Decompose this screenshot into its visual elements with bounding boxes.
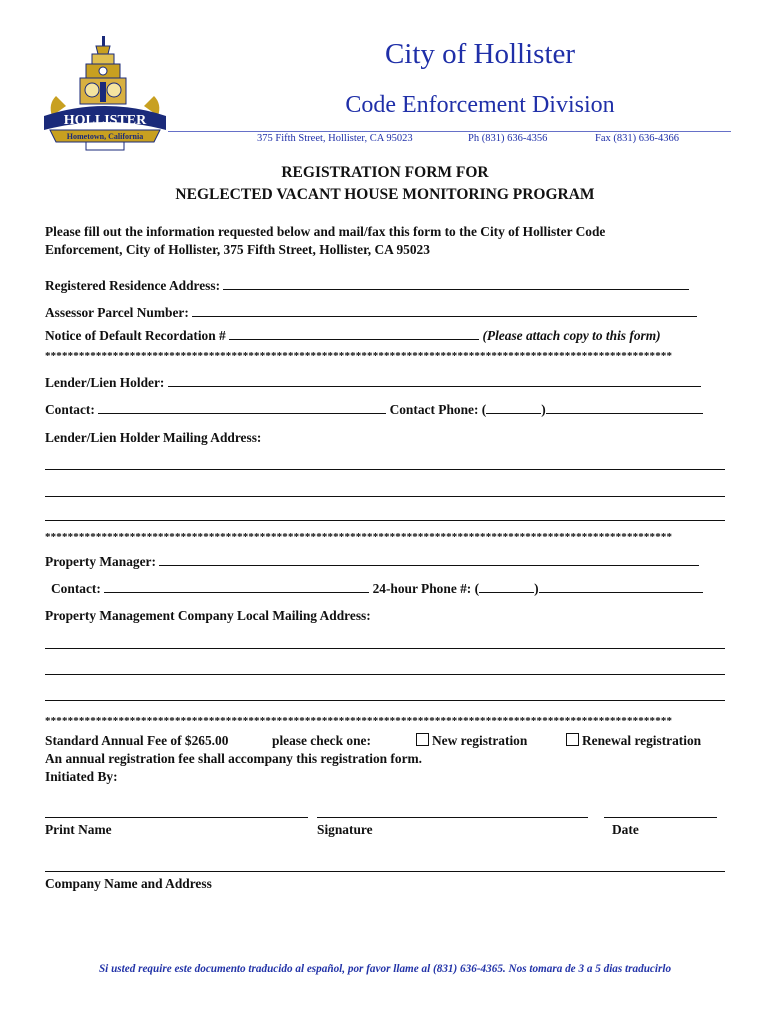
lender-mailing-line-3[interactable] bbox=[45, 520, 725, 521]
property-manager-row bbox=[45, 553, 699, 570]
contact-phone-label: Contact Phone: ( bbox=[389, 402, 487, 417]
fee-note: An annual registration fee shall accompany this registration form. bbox=[45, 751, 423, 766]
contact-paren-close: ) bbox=[541, 402, 546, 417]
office-address: 375 Fifth Street, Hollister, CA 95023 bbox=[257, 133, 413, 144]
parcel-label: Assessor Parcel Number: bbox=[45, 305, 189, 320]
parcel-field[interactable] bbox=[192, 304, 697, 317]
date-label: Date bbox=[612, 822, 639, 837]
date-line[interactable] bbox=[604, 817, 717, 818]
pm-contact-label: Contact: bbox=[51, 581, 101, 596]
phone24-area-code-field[interactable] bbox=[479, 580, 534, 593]
contact-field[interactable] bbox=[98, 401, 386, 414]
company-line[interactable] bbox=[45, 871, 725, 872]
contact-phone-field[interactable] bbox=[546, 401, 703, 414]
spanish-translation-note: Si usted require este documento traducido al español, por favor llame al (831) 636-4365. Nos tomara de 3 a 5 dias traducirlo bbox=[98, 963, 672, 975]
phone24-label: 24-hour Phone #: ( bbox=[372, 581, 480, 596]
property-manager-label: Property Manager: bbox=[45, 554, 156, 569]
phone24-field[interactable] bbox=[539, 580, 703, 593]
city-title: City of Hollister bbox=[384, 38, 576, 70]
property-manager-field[interactable] bbox=[159, 553, 699, 566]
pm-contact-field[interactable] bbox=[104, 580, 369, 593]
signature-label: Signature bbox=[317, 822, 373, 837]
contact-label: Contact: bbox=[45, 402, 95, 417]
registered-address-row bbox=[45, 277, 689, 294]
separator-3: *************************************************************************************************************** bbox=[45, 716, 673, 726]
renewal-registration-option[interactable] bbox=[566, 732, 701, 749]
fee-label: Standard Annual Fee of $265.00 bbox=[45, 733, 229, 748]
office-fax: Fax (831) 636-4366 bbox=[595, 133, 679, 144]
lender-label: Lender/Lien Holder: bbox=[45, 375, 165, 390]
default-note: (Please attach copy to this form) bbox=[482, 328, 661, 343]
pm-mailing-label: Property Management Company Local Mailing Address: bbox=[45, 608, 371, 623]
registered-address-field[interactable] bbox=[223, 277, 689, 290]
city-seal-logo bbox=[42, 34, 168, 152]
lender-mailing-line-1[interactable] bbox=[45, 469, 725, 470]
default-field[interactable] bbox=[229, 327, 479, 340]
logo-wordmark: HOLLISTER bbox=[63, 113, 147, 128]
check-label: please check one: bbox=[272, 733, 371, 748]
office-phone: Ph (831) 636-4356 bbox=[468, 133, 548, 144]
company-label: Company Name and Address bbox=[45, 876, 212, 891]
new-registration-checkbox[interactable] bbox=[416, 733, 429, 746]
instructions-line2: Enforcement, City of Hollister, 375 Fifth Street, Hollister, CA 95023 bbox=[45, 242, 430, 257]
renewal-registration-label: Renewal registration bbox=[582, 733, 702, 748]
print-name-label: Print Name bbox=[45, 822, 112, 837]
form-title-line2: NEGLECTED VACANT HOUSE MONITORING PROGRAM bbox=[175, 186, 595, 203]
logo-tagline: Hometown, California bbox=[66, 132, 144, 141]
lender-mailing-label: Lender/Lien Holder Mailing Address: bbox=[45, 430, 262, 445]
pm-mailing-line-1[interactable] bbox=[45, 648, 725, 649]
new-registration-label: New registration bbox=[432, 733, 528, 748]
new-registration-option[interactable] bbox=[416, 732, 527, 749]
signature-line[interactable] bbox=[317, 817, 588, 818]
renewal-registration-checkbox[interactable] bbox=[566, 733, 579, 746]
default-row bbox=[45, 327, 661, 344]
contact-area-code-field[interactable] bbox=[486, 401, 541, 414]
form-title-line1: REGISTRATION FORM FOR bbox=[281, 164, 489, 181]
separator-2: *************************************************************************************************************** bbox=[45, 532, 673, 542]
header-divider bbox=[168, 131, 731, 132]
parcel-row bbox=[45, 304, 697, 321]
separator-1: *************************************************************************************************************** bbox=[45, 351, 673, 361]
contact-row bbox=[45, 401, 703, 418]
pm-mailing-line-3[interactable] bbox=[45, 700, 725, 701]
pm-mailing-line-2[interactable] bbox=[45, 674, 725, 675]
lender-mailing-line-2[interactable] bbox=[45, 496, 725, 497]
pm-contact-row bbox=[51, 580, 703, 597]
phone24-paren-close: ) bbox=[534, 581, 539, 596]
default-label: Notice of Default Recordation # bbox=[45, 328, 226, 343]
registered-address-label: Registered Residence Address: bbox=[45, 278, 221, 293]
initiated-by-label: Initiated By: bbox=[45, 769, 118, 784]
division-title: Code Enforcement Division bbox=[345, 92, 615, 118]
lender-field[interactable] bbox=[168, 374, 701, 387]
print-name-line[interactable] bbox=[45, 817, 308, 818]
lender-row bbox=[45, 374, 701, 391]
instructions-line1: Please fill out the information requested below and mail/fax this form to the City of Hollister Code bbox=[45, 224, 606, 239]
